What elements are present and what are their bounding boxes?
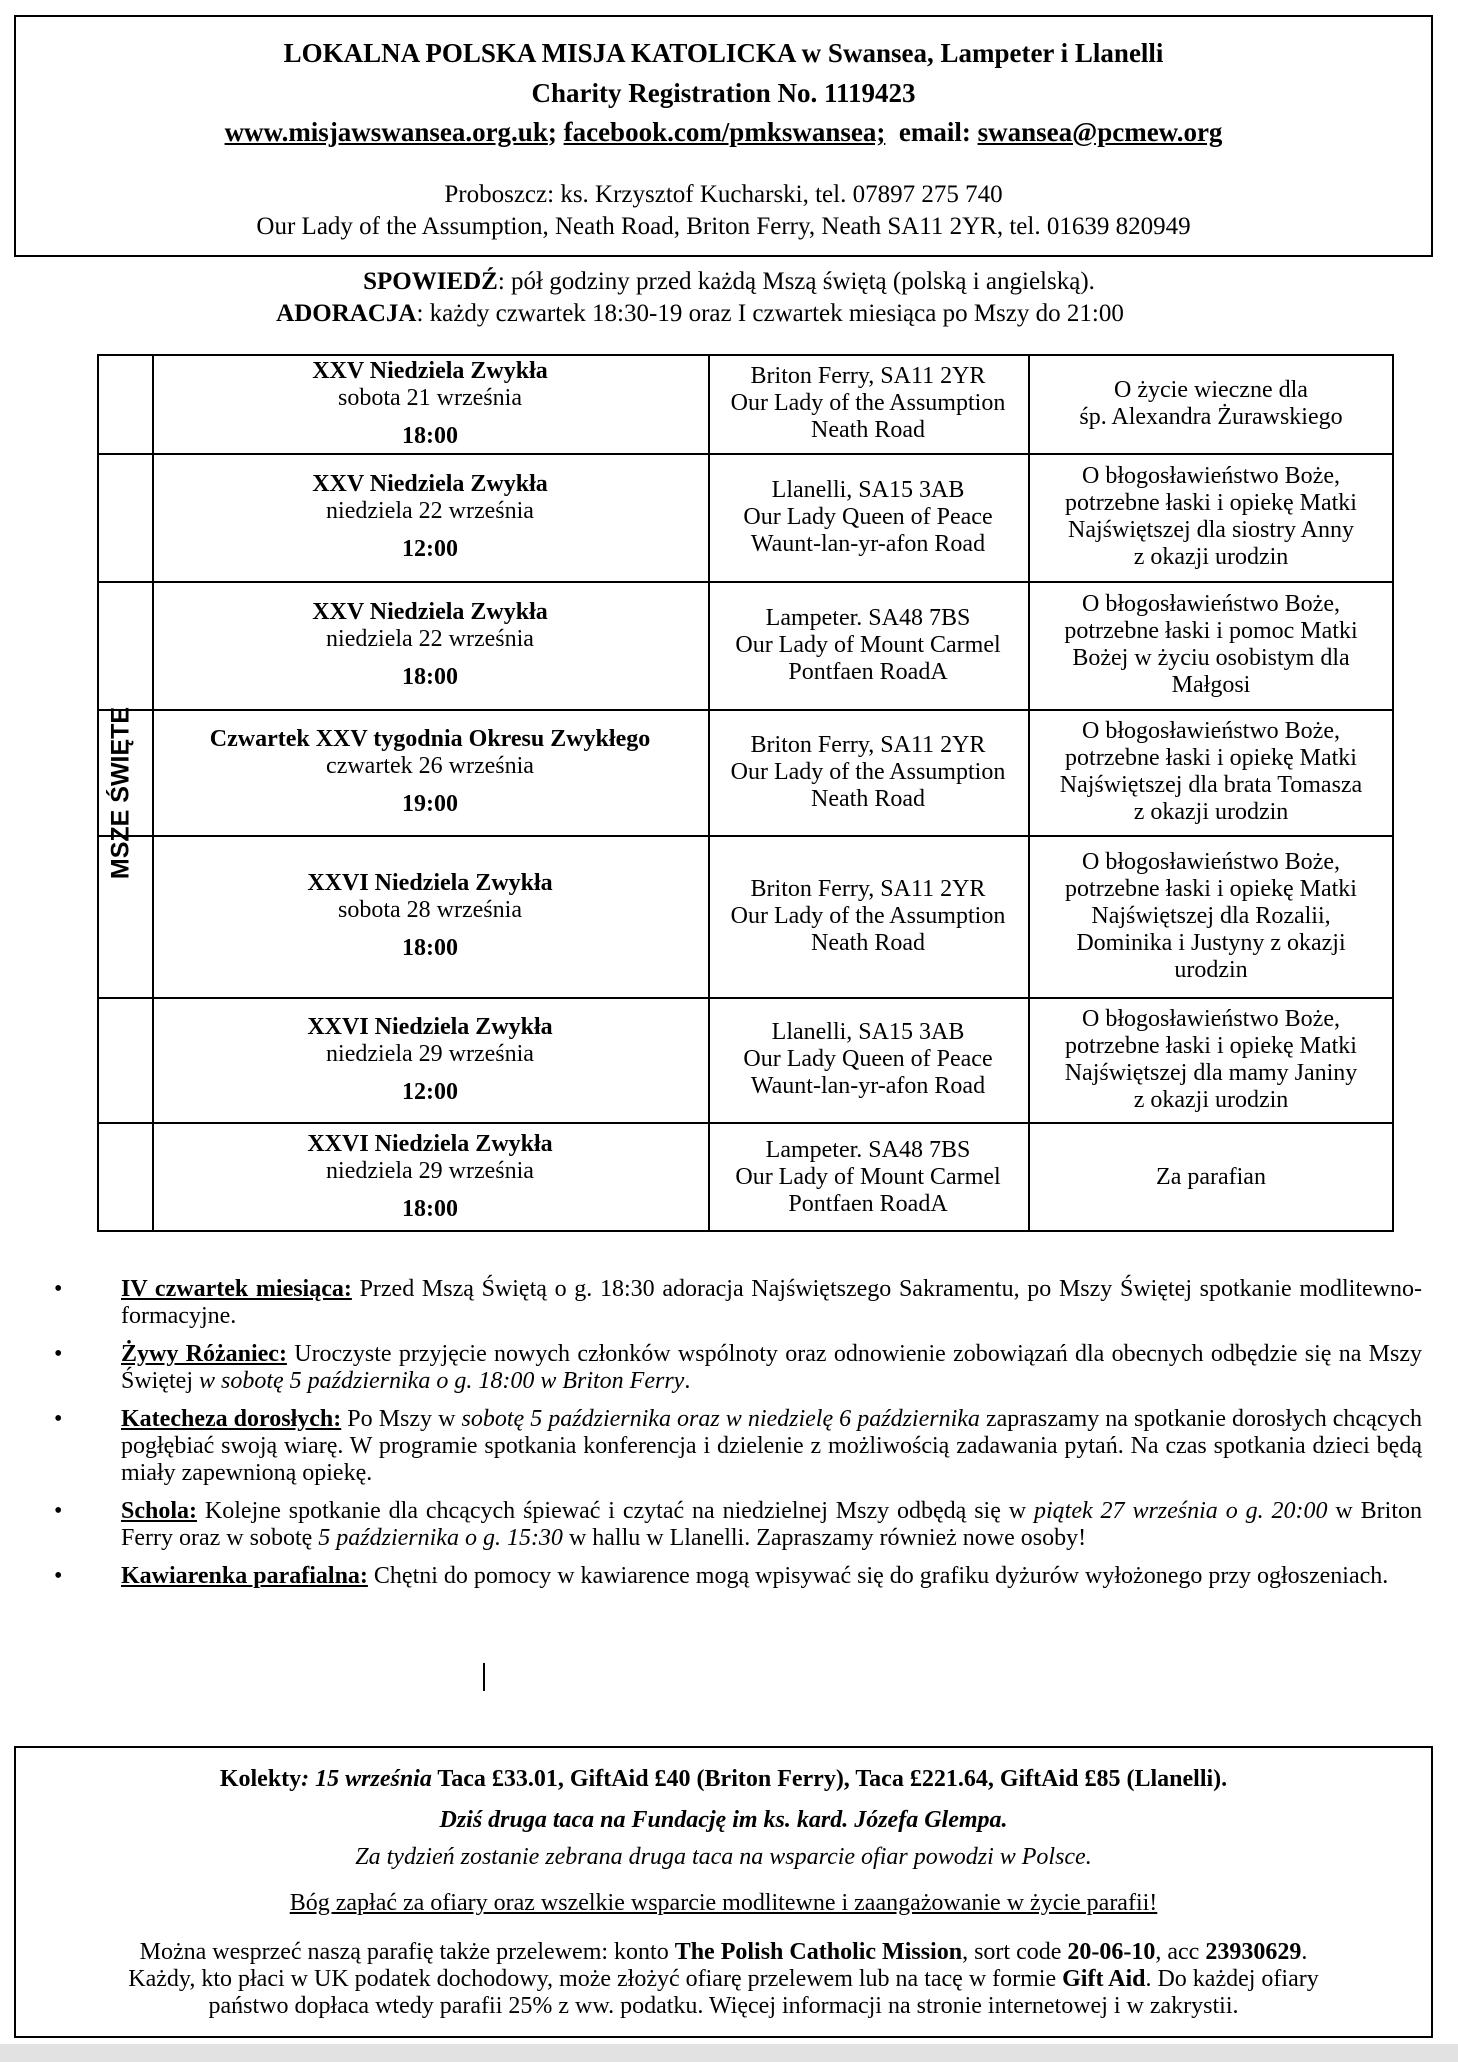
mass-place-line: Lampeter. SA48 7BS [765, 604, 971, 631]
second-collection-today: Dziś druga taca na Fundację im ks. kard. Józefa Glempa. [439, 1807, 1008, 1833]
adoration-info [0, 300, 1400, 328]
mass-intention-cell [1028, 354, 1394, 453]
announcement-item [54, 1563, 1422, 1590]
header-box [14, 15, 1433, 257]
mass-intention-line: urodzin [1174, 956, 1248, 983]
mass-row [97, 1122, 1394, 1232]
mass-date: niedziela 22 września [326, 626, 534, 652]
table-row-border [97, 709, 1394, 711]
bullet-icon: • [54, 1276, 63, 1302]
mass-row [97, 709, 1394, 835]
mass-intention-line: potrzebne łaski i opiekę Matki [1065, 1032, 1357, 1059]
mass-row [97, 835, 1394, 997]
mass-day-cell [152, 835, 708, 997]
mass-place-line: Waunt-lan-yr-afon Road [750, 530, 986, 557]
mass-intention-line: Bożej w życiu osobistym dla [1072, 645, 1350, 671]
announcement-text: 5 października o g. 15:30 [318, 1525, 563, 1551]
transfer-text: , acc [1155, 1939, 1206, 1965]
mass-day-cell [152, 709, 708, 835]
gift-aid-text: państwo dopłaca wtedy parafii 25% z ww. podatku. Więcej informacji na stronie internetowej i w zakrystii. [208, 1993, 1239, 2019]
announcement-heading: IV czwartek miesiąca: [121, 1276, 352, 1302]
mass-intention-line: Najświętszej dla Rozalii, [1091, 902, 1331, 929]
mass-place-line: Llanelli, SA15 3AB [771, 476, 965, 503]
mass-intention-cell [1028, 835, 1394, 997]
transfer-text: . [1301, 1939, 1308, 1965]
transfer-text: Można wesprzeć naszą parafię także przelewem: konto [139, 1939, 675, 1965]
announcement-text: sobotę 5 października oraz w niedzielę 6 października [461, 1406, 980, 1432]
table-column-border [97, 354, 99, 1232]
announcement-heading: Katecheza dorosłych: [121, 1406, 342, 1432]
table-row-border [97, 354, 1394, 356]
announcement-item [54, 1276, 1422, 1330]
announcement-heading: Schola: [121, 1498, 198, 1524]
priest-line: Proboszcz: ks. Krzysztof Kucharski, tel. 07897 275 740 [444, 181, 1003, 208]
mass-day-cell [152, 354, 708, 453]
confession-label: SPOWIEDŹ [363, 268, 498, 295]
mass-place-line: Our Lady of the Assumption [730, 758, 1006, 785]
mass-place-line: Our Lady Queen of Peace [743, 503, 993, 530]
mass-place-cell [708, 354, 1028, 453]
confession-text: : pół godziny przed każdą Mszą świętą (polską i angielską). [497, 268, 1095, 295]
mass-place-line: Pontfaen RoadA [788, 1190, 948, 1217]
table-column-border [1028, 354, 1030, 1232]
announcement-text: w hallu w Llanelli. Zapraszamy również nowe osoby! [562, 1525, 1087, 1551]
mass-intention-line: z okazji urodzin [1133, 799, 1289, 825]
mass-intention-cell [1028, 581, 1394, 709]
mass-intention-line: Najświętszej dla brata Tomasza [1059, 772, 1363, 798]
mass-place-cell [708, 997, 1028, 1122]
mass-intention-line: Dominika i Justyny z okazji [1076, 929, 1346, 956]
table-row-border [97, 997, 1394, 999]
table-column-border [708, 354, 710, 1232]
announcement-text: Po Mszy w [341, 1406, 462, 1432]
adoration-label: ADORACJA [276, 300, 417, 327]
mass-place-line: Our Lady of Mount Carmel [735, 1163, 1001, 1190]
mass-row [97, 997, 1394, 1122]
bullet-icon: • [54, 1406, 63, 1432]
mass-row [97, 581, 1394, 709]
mass-place-line: Our Lady Queen of Peace [743, 1046, 993, 1072]
mass-intention-line: potrzebne łaski i opiekę Matki [1065, 490, 1357, 516]
announcement-text: w sobotę 5 października o g. 18:00 w Briton Ferry [199, 1368, 685, 1394]
mass-title: XXVI Niedziela Zwykła [307, 1013, 553, 1040]
mass-intention-line: Za parafian [1156, 1163, 1266, 1190]
announcement-item [54, 1341, 1422, 1395]
email-link[interactable]: swansea@pcmew.org [977, 117, 1223, 147]
mass-day-cell [152, 997, 708, 1122]
sort-code: 20-06-10 [1067, 1939, 1156, 1965]
mass-place-cell [708, 581, 1028, 709]
mass-place-line: Neath Road [811, 929, 925, 956]
account-number: 23930629 [1205, 1939, 1302, 1965]
adoration-text: : każdy czwartek 18:30-19 oraz I czwartek miesiąca po Mszy do 21:00 [416, 300, 1124, 327]
mass-time: 18:00 [402, 422, 458, 449]
announcement-text: . [684, 1368, 691, 1394]
announcement-heading: Kawiarenka parafialna: [121, 1563, 368, 1589]
mass-day-cell [152, 1122, 708, 1232]
mass-title: XXV Niedziela Zwykła [312, 471, 548, 497]
mass-intention-line: śp. Alexandra Żurawskiego [1079, 403, 1343, 430]
mass-title: XXVI Niedziela Zwykła [307, 870, 553, 896]
table-row-border [97, 1230, 1394, 1232]
mass-date: niedziela 29 września [326, 1040, 534, 1067]
bullet-icon: • [54, 1341, 63, 1367]
mass-intention-line: O życie wieczne dla [1114, 376, 1308, 403]
mass-intention-cell [1028, 453, 1394, 581]
mass-intention-line: potrzebne łaski i opiekę Matki [1065, 745, 1357, 771]
mass-time: 18:00 [402, 1196, 458, 1222]
mass-title: Czwartek XXV tygodnia Okresu Zwykłego [209, 726, 651, 752]
mass-place-cell [708, 1122, 1028, 1232]
website-link[interactable]: www.misjawswansea.org.uk [224, 117, 548, 147]
table-column-border [152, 354, 154, 1232]
account-name: The Polish Catholic Mission [674, 1939, 963, 1965]
mass-date: sobota 21 września [338, 384, 522, 411]
announcement-text: zapraszamy na spotkanie dorosłych chcących pogłębiać swoją wiarę. W programie spotkania konferencja i dzielenie z możliwością zadawania pytań. Na czas spotkania dzieci będą miały zapewnioną opiekę. [121, 1406, 1423, 1486]
table-row-border [97, 1122, 1394, 1124]
mass-intention-line: potrzebne łaski i opiekę Matki [1065, 875, 1357, 902]
mass-place-line: Our Lady of the Assumption [730, 390, 1006, 416]
gift-aid-text: Każdy, kto płaci w UK podatek dochodowy, może złożyć ofiarę przelewem lub na tacę w formie [128, 1966, 1063, 1992]
gift-aid-label: Gift Aid [1062, 1966, 1146, 1992]
church-address: Our Lady of the Assumption, Neath Road, Briton Ferry, Neath SA11 2YR, tel. 01639 820949 [256, 213, 1191, 240]
collections-line [16, 1766, 1431, 1793]
mass-title: XXVI Niedziela Zwykła [307, 1131, 553, 1157]
gift-aid-text: . Do każdej ofiary [1145, 1966, 1319, 1992]
mass-place-line: Lampeter. SA48 7BS [765, 1136, 971, 1163]
table-column-border [1392, 354, 1394, 1232]
mass-place-line: Pontfaen RoadA [788, 658, 948, 685]
mass-intention-line: Najświętszej dla siostry Anny [1068, 517, 1354, 543]
mass-title: XXV Niedziela Zwykła [312, 357, 548, 384]
mass-place-line: Neath Road [811, 417, 925, 443]
table-row-border [97, 835, 1394, 837]
mass-intention-line: O błogosławieństwo Boże, [1082, 591, 1340, 617]
announcement-text: Chętni do pomocy w kawiarence mogą wpisywać się do grafiku dyżurów wyłożonego przy ogłoszeniach. [367, 1563, 1389, 1589]
bullet-icon: • [54, 1563, 63, 1589]
mass-intention-line: O błogosławieństwo Boże, [1082, 1005, 1340, 1032]
thanks-line: Bóg zapłać za ofiary oraz wszelkie wsparcie modlitewne i zaangażowanie w życie parafii! [289, 1890, 1158, 1916]
mass-title: XXV Niedziela Zwykła [312, 599, 548, 625]
mass-schedule-table [97, 354, 1394, 1232]
collections-amounts: Taca £33.01, GiftAid £40 (Briton Ferry), Taca £221.64, GiftAid £85 (Llanelli). [431, 1766, 1228, 1792]
mass-time: 18:00 [402, 664, 458, 690]
mass-place-line: Neath Road [811, 785, 925, 812]
separator: ; [547, 117, 557, 147]
mission-title: LOKALNA POLSKA MISJA KATOLICKA w Swansea, Lampeter i Llanelli [283, 38, 1164, 68]
announcements-list [54, 1276, 1422, 1601]
table-row-border [97, 453, 1394, 455]
mass-intention-line: Najświętszej dla mamy Janiny [1064, 1059, 1358, 1086]
mass-day-cell [152, 453, 708, 581]
mass-intention-line: O błogosławieństwo Boże, [1082, 848, 1340, 875]
email-label: email: [898, 117, 971, 147]
second-collection-next-week: Za tydzień zostanie zebrana druga taca na wsparcie ofiar powodzi w Polsce. [355, 1844, 1092, 1870]
mass-intention-cell [1028, 1122, 1394, 1232]
announcement-text: w Briton Ferry oraz w sobotę [121, 1498, 1423, 1551]
mass-intention-line: Małgosi [1171, 672, 1251, 698]
mass-place-cell [708, 453, 1028, 581]
mass-intention-line: potrzebne łaski i pomoc Matki [1064, 618, 1358, 644]
mass-intention-cell [1028, 997, 1394, 1122]
mass-date: niedziela 22 września [326, 498, 534, 524]
mass-date: niedziela 29 września [326, 1158, 534, 1184]
mass-place-line: Briton Ferry, SA11 2YR [750, 363, 986, 389]
mass-time: 19:00 [402, 791, 458, 817]
mass-date: sobota 28 września [338, 897, 522, 923]
mass-place-line: Llanelli, SA15 3AB [771, 1019, 965, 1045]
table-row-border [97, 581, 1394, 583]
mass-place-line: Briton Ferry, SA11 2YR [750, 875, 986, 902]
mass-place-line: Waunt-lan-yr-afon Road [750, 1073, 986, 1099]
mass-intention-line: O błogosławieństwo Boże, [1082, 718, 1340, 744]
announcement-text: Kolejne spotkanie dla chcących śpiewać i czytać na niedzielnej Mszy odbędą się w [197, 1498, 1035, 1524]
confession-info [0, 268, 1458, 296]
collections-label: Kolekty [219, 1766, 302, 1792]
collections-date: : 15 września [301, 1766, 432, 1792]
facebook-link[interactable]: facebook.com/pmkswansea; [563, 117, 886, 147]
mass-intention-line: z okazji urodzin [1133, 544, 1289, 570]
mass-intention-line: z okazji urodzin [1133, 1086, 1289, 1113]
mass-date: czwartek 26 września [326, 753, 534, 779]
announcement-text: Przed Mszą Świętą o g. 18:30 adoracja Najświętszego Sakramentu, po Mszy Świętej spotkanie modlitewno-formacyjne. [121, 1276, 1422, 1329]
donation-info [16, 1939, 1431, 2020]
text-cursor [483, 1663, 485, 1691]
mass-day-cell [152, 581, 708, 709]
mass-row [97, 453, 1394, 581]
announcement-text: Uroczyste przyjęcie nowych członków wspólnoty oraz odnowienie zobowiązań dla obecnych odbędzie się na Mszy Świętej [121, 1341, 1422, 1394]
mass-intention-line: O błogosławieństwo Boże, [1082, 463, 1340, 489]
side-label-text: MSZE ŚWIĘTE [106, 706, 135, 880]
charity-number: Charity Registration No. 1119423 [531, 78, 916, 108]
mass-place-cell [708, 709, 1028, 835]
mass-place-line: Briton Ferry, SA11 2YR [750, 731, 986, 758]
mass-intention-cell [1028, 709, 1394, 835]
mass-row [97, 354, 1394, 453]
bullet-icon: • [54, 1498, 63, 1524]
mass-time: 12:00 [402, 536, 458, 562]
transfer-text: , sort code [962, 1939, 1068, 1965]
mass-place-line: Our Lady of the Assumption [730, 902, 1006, 929]
mass-time: 18:00 [402, 935, 458, 961]
announcement-text: piątek 27 września o g. 20:00 [1034, 1498, 1328, 1524]
mass-place-cell [708, 835, 1028, 997]
bottom-strip [0, 2044, 1458, 2062]
mass-time: 12:00 [402, 1078, 458, 1105]
announcement-heading: Żywy Różaniec: [121, 1341, 287, 1367]
announcement-item [54, 1498, 1422, 1552]
contact-line [16, 117, 1431, 148]
announcement-item [54, 1406, 1422, 1487]
mass-place-line: Our Lady of Mount Carmel [735, 631, 1001, 658]
footer-box [14, 1746, 1433, 2038]
